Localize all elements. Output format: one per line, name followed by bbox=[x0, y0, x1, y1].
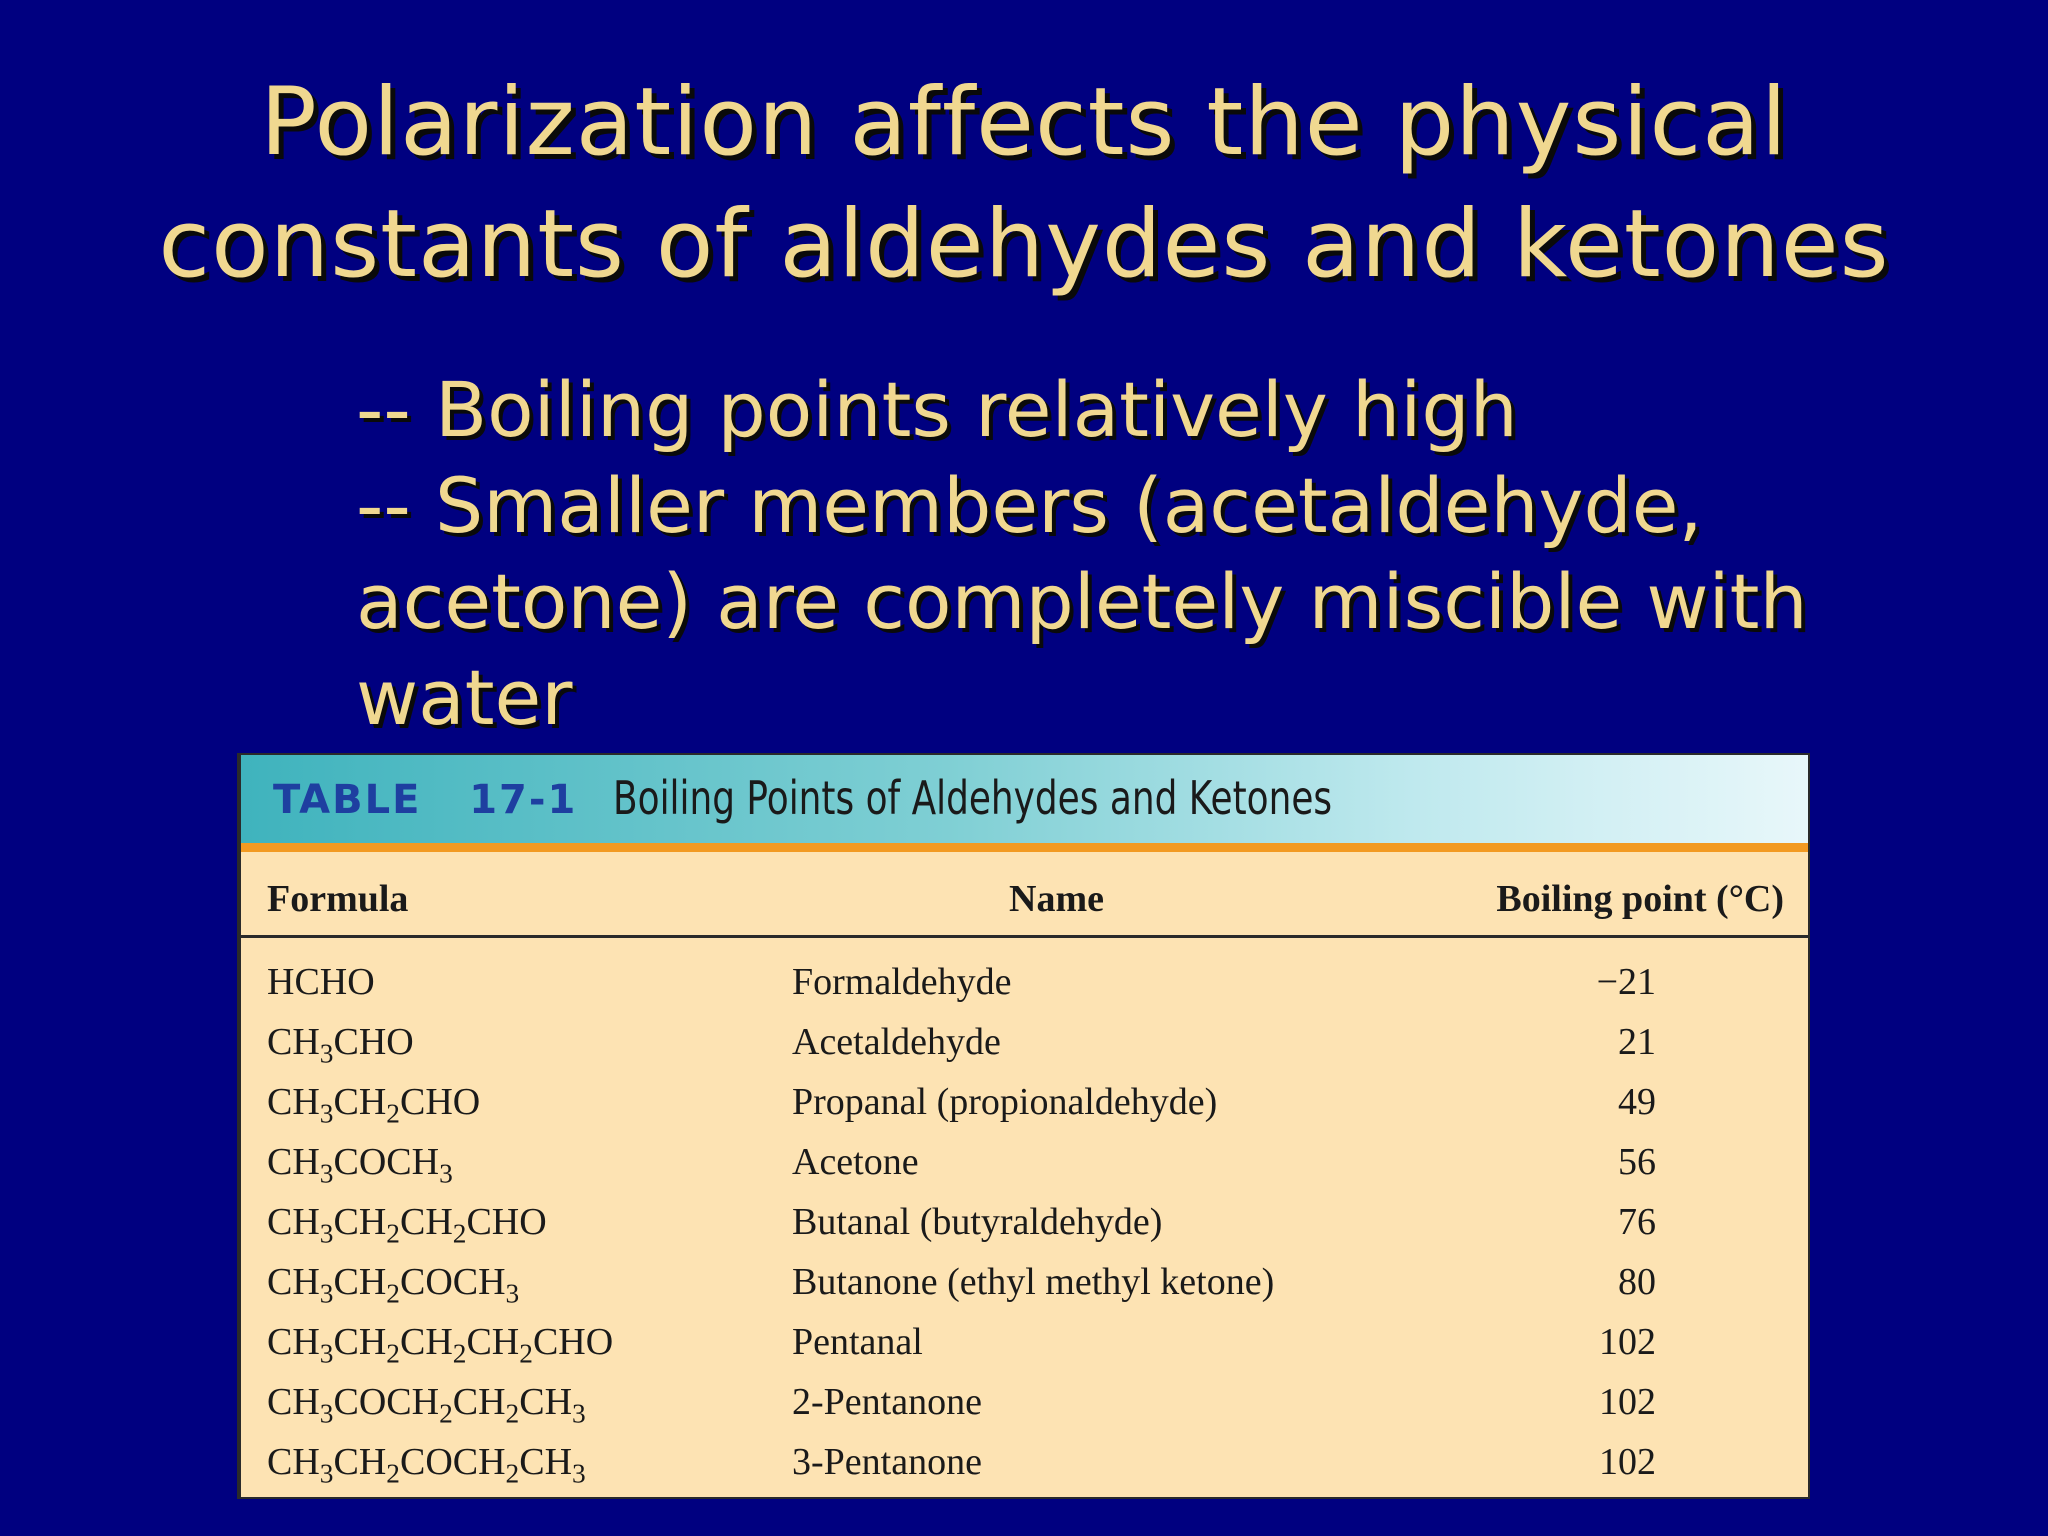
slide-title bbox=[0, 62, 2048, 306]
formula-cell: $CH_3CH_2CH_2CH_2CHO$ bbox=[267, 1321, 614, 1369]
bullet-list bbox=[356, 362, 1916, 746]
table-row bbox=[241, 1312, 1808, 1372]
table-row bbox=[241, 1132, 1808, 1192]
bullet-line-2: -- Smaller members (acetaldehyde, bbox=[356, 461, 1703, 550]
table-header-banner bbox=[241, 755, 1808, 852]
name-cell: Acetone bbox=[792, 1141, 919, 1183]
formula-cell: $CH_3COCH_3$ bbox=[267, 1141, 453, 1189]
column-header-formula: Formula bbox=[267, 878, 409, 920]
boiling-point-cell: 49 bbox=[1618, 1081, 1656, 1123]
table-row bbox=[241, 952, 1808, 1012]
table-row bbox=[241, 1012, 1808, 1072]
boiling-point-cell: 102 bbox=[1599, 1381, 1656, 1423]
column-header-name: Name bbox=[1009, 878, 1104, 920]
name-cell: Butanal (butyraldehyde) bbox=[792, 1201, 1163, 1243]
boiling-point-cell: −21 bbox=[1596, 961, 1656, 1003]
table-row bbox=[241, 1372, 1808, 1432]
table-body bbox=[241, 952, 1808, 1492]
boiling-point-cell: 80 bbox=[1618, 1261, 1656, 1303]
name-cell: 2-Pentanone bbox=[792, 1381, 982, 1423]
slide-title-line-2: constants of aldehydes and ketones bbox=[158, 190, 1890, 299]
bullet-line-1: -- Boiling points relatively high bbox=[356, 365, 1518, 454]
formula-cell: $CH_3COCH_2CH_2CH_3$ bbox=[267, 1381, 586, 1429]
formula-cell: $CH_3CH_2CH_2CHO$ bbox=[267, 1201, 547, 1249]
name-cell: Formaldehyde bbox=[792, 961, 1012, 1003]
formula-cell: $CH_3CH_2CHO$ bbox=[267, 1081, 481, 1129]
boiling-point-cell: 102 bbox=[1599, 1321, 1656, 1363]
formula-cell: HCHO bbox=[267, 961, 375, 1003]
bullet-line-3: acetone) are completely miscible with bbox=[356, 557, 1808, 646]
table-row bbox=[241, 1252, 1808, 1312]
formula-cell: $CH_3CH_2COCH_3$ bbox=[267, 1261, 520, 1309]
name-cell: 3-Pentanone bbox=[792, 1441, 982, 1483]
header-rule bbox=[241, 935, 1808, 938]
table-caption: Boiling Points of Aldehydes and Ketones bbox=[613, 771, 1333, 825]
boiling-points-table bbox=[237, 753, 1810, 1499]
column-header-boiling-point: Boiling point (°C) bbox=[1496, 878, 1784, 920]
boiling-point-cell: 102 bbox=[1599, 1441, 1656, 1483]
boiling-point-cell: 21 bbox=[1618, 1021, 1656, 1063]
name-cell: Pentanal bbox=[792, 1321, 923, 1363]
name-cell: Propanal (propionaldehyde) bbox=[792, 1081, 1218, 1123]
name-cell: Acetaldehyde bbox=[792, 1021, 1001, 1063]
bullet-line-4: water bbox=[356, 653, 573, 742]
slide-title-line-1: Polarization affects the physical bbox=[260, 68, 1788, 177]
boiling-point-cell: 56 bbox=[1618, 1141, 1656, 1183]
boiling-point-cell: 76 bbox=[1618, 1201, 1656, 1243]
formula-cell: $CH_3CH_2COCH_2CH_3$ bbox=[267, 1441, 586, 1489]
table-number: TABLE 17-1 bbox=[273, 777, 578, 823]
table-row bbox=[241, 1192, 1808, 1252]
table-row bbox=[241, 1072, 1808, 1132]
name-cell: Butanone (ethyl methyl ketone) bbox=[792, 1261, 1275, 1303]
formula-cell: $CH_3CHO$ bbox=[267, 1021, 414, 1069]
table-row bbox=[241, 1432, 1808, 1492]
